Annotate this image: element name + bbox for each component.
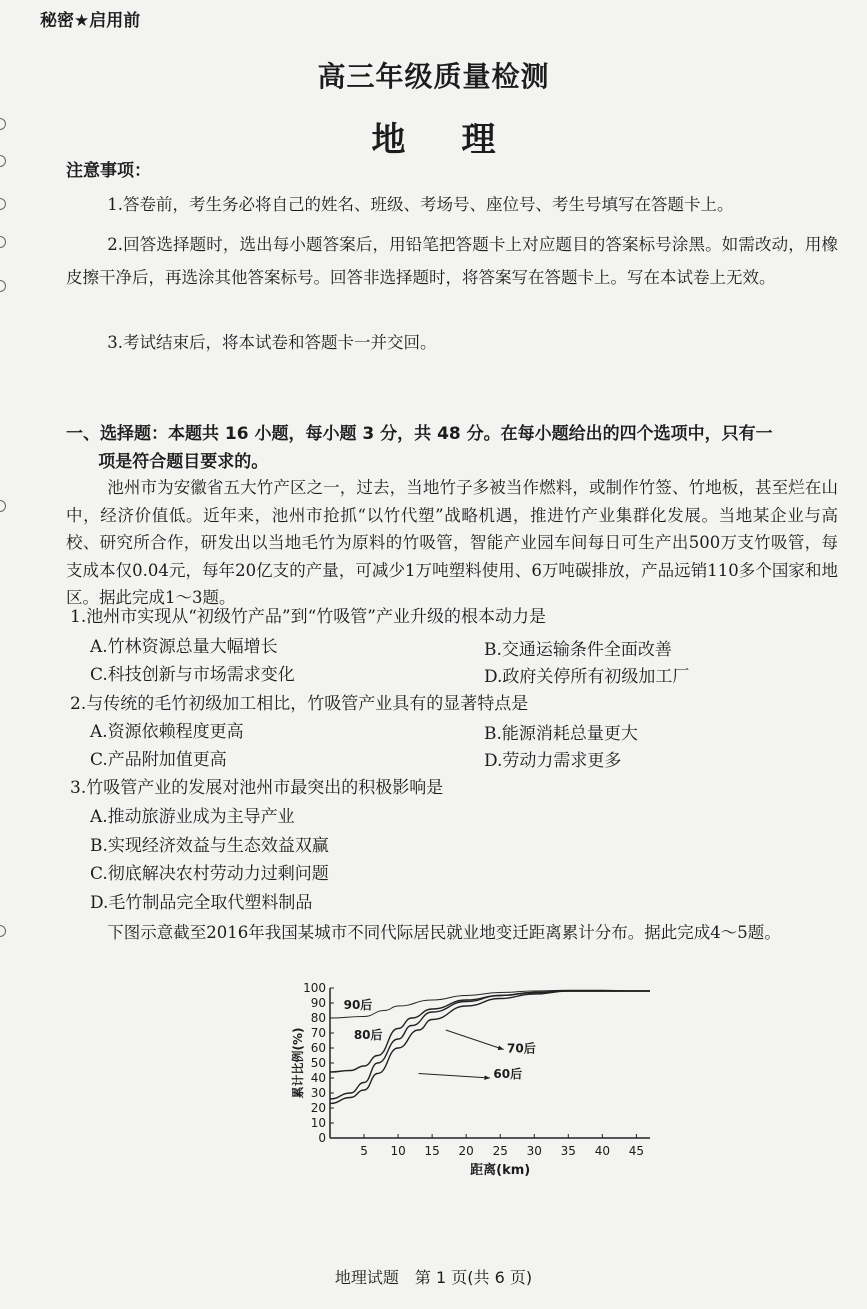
- question-2-stem: 2.与传统的毛竹初级加工相比，竹吸管产业具有的显著特点是: [70, 694, 529, 714]
- y-tick-label: 20: [310, 1101, 326, 1115]
- question-1-stem: 1.池州市实现从“初级竹产品”到“竹吸管”产业升级的根本动力是: [70, 607, 546, 627]
- question-1-option-c[interactable]: C.科技创新与市场需求变化: [90, 665, 295, 685]
- series-line-90后: [330, 990, 650, 1018]
- notice-item-2: 2.回答选择题时，选出每小题答案后，用铅笔把答题卡上对应题目的答案标号涂黑。如需改动，用橡皮擦干净后，再选涂其他答案标号。回答非选择题时，将答案写在答题卡上。写在本试卷上无效。: [66, 235, 838, 287]
- y-tick-label: 40: [310, 1071, 326, 1085]
- notice-item-3: 3.考试结束后，将本试卷和答题卡一并交回。: [107, 333, 437, 352]
- x-tick-label: 5: [360, 1144, 368, 1158]
- series-line-60后: [330, 991, 650, 1104]
- series-pointer-70-head: [498, 1046, 504, 1050]
- question-1-option-d[interactable]: D.政府关停所有初级加工厂: [484, 667, 690, 687]
- question-1-option-b[interactable]: B.交通运输条件全面改善: [484, 640, 672, 660]
- section-heading-line-1: 一、选择题：本题共 16 小题，每小题 3 分，共 48 分。在每小题给出的四个选项中，只有一: [66, 424, 773, 444]
- y-tick-label: 30: [310, 1086, 326, 1100]
- x-tick-label: 25: [492, 1144, 508, 1158]
- series-pointer-60-head: [484, 1075, 490, 1080]
- page-footer: 地理试题 第 1 页(共 6 页): [334, 1268, 533, 1287]
- subject-title: [0, 112, 867, 161]
- question-2-option-c[interactable]: C.产品附加值更高: [90, 750, 227, 770]
- cumulative-distance-chart: [280, 980, 670, 1195]
- section-heading-line-2: 项是符合题目要求的。: [98, 452, 269, 472]
- series-label-90: 90后: [343, 998, 373, 1012]
- series-label-70: 70后: [507, 1041, 536, 1056]
- binder-hole: [0, 236, 6, 248]
- subject-char-1: 地: [371, 120, 406, 160]
- binder-hole: [0, 500, 6, 512]
- passage-text: 池州市为安徽省五大竹产区之一，过去，当地竹子多被当作燃料，或制作竹签、竹地板，甚至烂在山中，经济价值低。近年来，池州市抢抓“以竹代塑”战略机遇，推进竹产业集群化发展。当地某企业与高校、研究所合作，研发出以当地毛竹为原料的竹吸管，智能产业园车间每日可生产出500万支竹吸管，每支成本仅0.04元，每年20亿支的产量，可减少1万吨塑料使用、6万吨碳排放，产品远销110多个国家和地区。据此完成1～3题。: [66, 478, 838, 607]
- y-tick-label: 60: [310, 1041, 326, 1055]
- binder-hole: [0, 198, 6, 210]
- x-axis-label: 距离(km): [470, 1163, 531, 1178]
- y-tick-label: 50: [310, 1056, 326, 1070]
- series-pointer-60: [419, 1074, 490, 1079]
- notice-item-1: 1.答卷前，考生务必将自己的姓名、班级、考场号、座位号、考生号填写在答题卡上。: [107, 195, 734, 214]
- y-tick-label: 0: [318, 1131, 326, 1145]
- chart-intro: 下图示意截至2016年我国某城市不同代际居民就业地变迁距离累计分布。据此完成4～5题。: [107, 923, 781, 942]
- subject-char-2: 理: [461, 120, 496, 160]
- binder-hole: [0, 925, 6, 937]
- question-3-option-b[interactable]: B.实现经济效益与生态效益双赢: [90, 836, 329, 856]
- notice-heading: 注意事项：: [66, 161, 151, 181]
- x-tick-label: 45: [628, 1144, 645, 1158]
- section-heading: [66, 420, 838, 476]
- x-tick-label: 10: [390, 1144, 406, 1158]
- y-tick-label: 80: [310, 1011, 326, 1025]
- y-tick-label: 10: [310, 1116, 326, 1130]
- question-3-option-c[interactable]: C.彻底解决农村劳动力过剩问题: [90, 864, 329, 884]
- series-pointer-70: [446, 1030, 504, 1050]
- confidential-mark: 秘密★启用前: [40, 11, 141, 31]
- x-tick-label: 40: [594, 1144, 610, 1158]
- y-tick-label: 90: [310, 996, 326, 1010]
- x-tick-label: 30: [526, 1144, 542, 1158]
- question-3-option-d[interactable]: D.毛竹制品完全取代塑料制品: [90, 893, 313, 913]
- x-tick-label: 15: [424, 1144, 440, 1158]
- x-tick-label: 35: [560, 1144, 576, 1158]
- binder-hole: [0, 280, 6, 292]
- question-3-stem: 3.竹吸管产业的发展对池州市最突出的积极影响是: [70, 778, 444, 798]
- y-tick-label: 70: [310, 1026, 326, 1040]
- series-label-80: 80后: [353, 1028, 383, 1042]
- question-2-option-b[interactable]: B.能源消耗总量更大: [484, 724, 638, 744]
- x-tick-label: 20: [458, 1144, 474, 1158]
- exam-title: 高三年级质量检测: [317, 60, 550, 93]
- series-label-60: 60后: [493, 1067, 523, 1081]
- question-1-option-a[interactable]: A.竹林资源总量大幅增长: [90, 637, 278, 657]
- question-2-option-d[interactable]: D.劳动力需求更多: [484, 751, 622, 771]
- y-tick-label: 100: [303, 981, 326, 995]
- y-axis-label: 累计比例(%): [291, 1027, 305, 1099]
- question-3-option-a[interactable]: A.推动旅游业成为主导产业: [90, 807, 295, 827]
- question-2-option-a[interactable]: A.资源依赖程度更高: [90, 722, 244, 742]
